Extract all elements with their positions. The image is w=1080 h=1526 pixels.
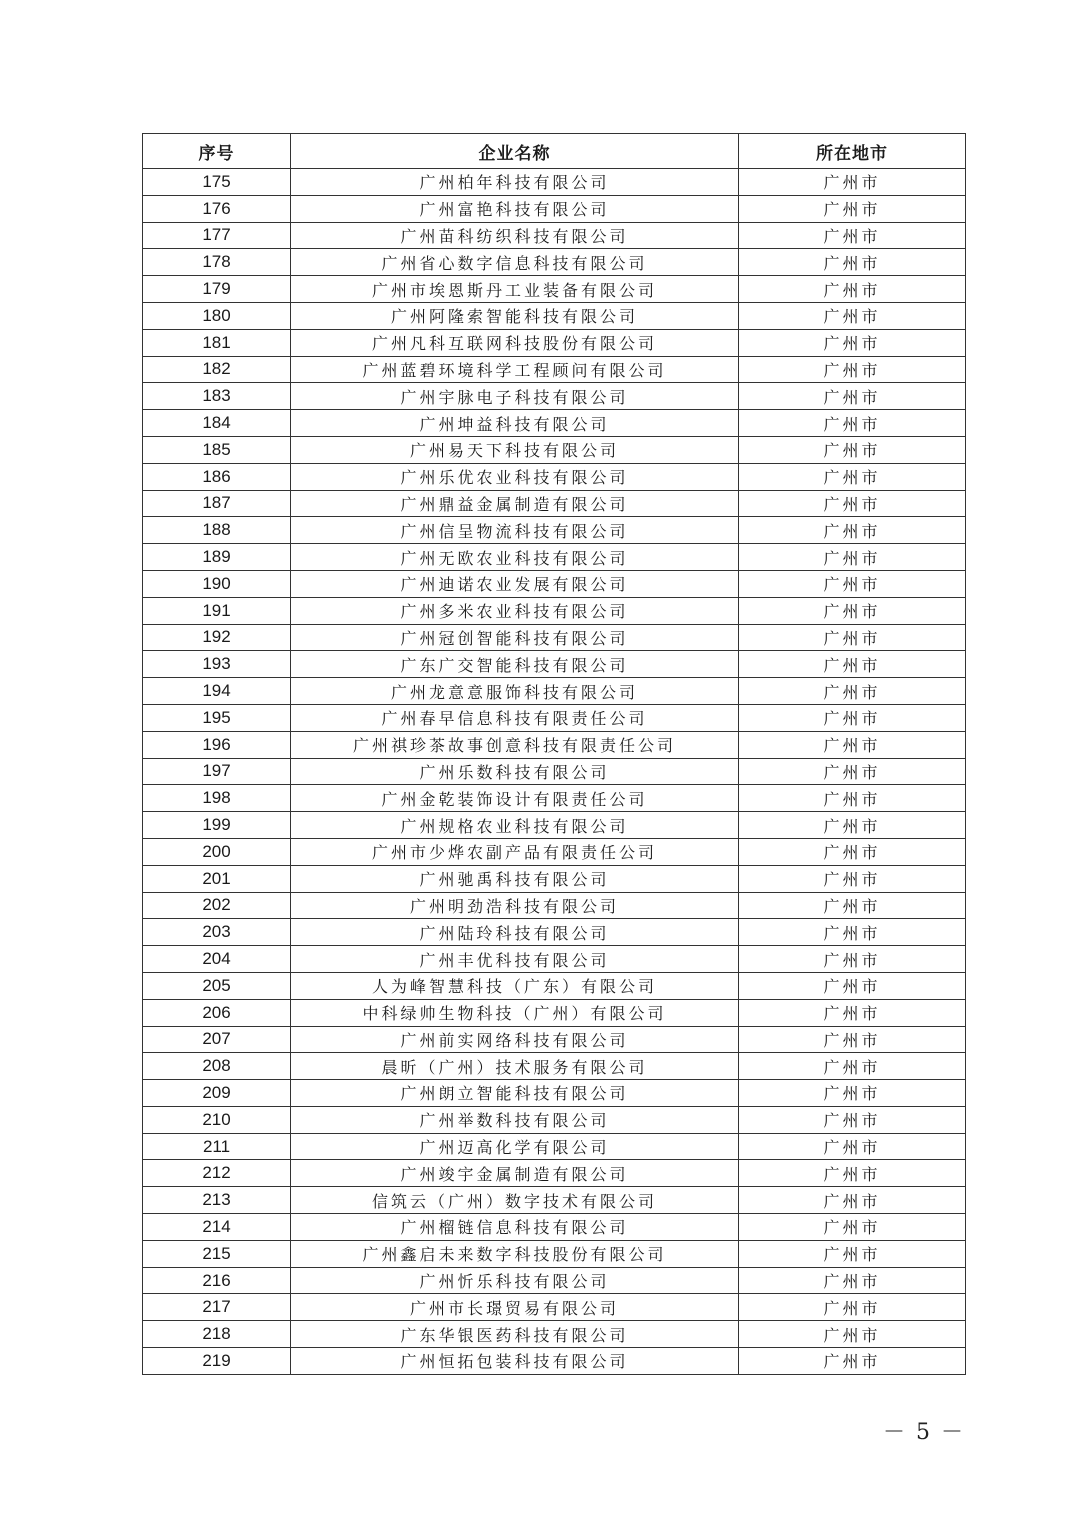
cell-city: 广州市 xyxy=(739,597,966,624)
cell-company-name: 广州丰优科技有限公司 xyxy=(291,946,739,973)
cell-city: 广州市 xyxy=(739,678,966,705)
cell-company-name: 广州宇脉电子科技有限公司 xyxy=(291,383,739,410)
cell-serial-number: 181 xyxy=(143,329,291,356)
cell-serial-number: 218 xyxy=(143,1321,291,1348)
cell-company-name: 广州信呈物流科技有限公司 xyxy=(291,517,739,544)
cell-serial-number: 194 xyxy=(143,678,291,705)
table-row xyxy=(143,570,966,597)
table-row xyxy=(143,1294,966,1321)
cell-company-name: 广州迪诺农业发展有限公司 xyxy=(291,570,739,597)
cell-city: 广州市 xyxy=(739,1348,966,1375)
cell-company-name: 广州市长璟贸易有限公司 xyxy=(291,1294,739,1321)
cell-city: 广州市 xyxy=(739,276,966,303)
cell-company-name: 广州阿隆索智能科技有限公司 xyxy=(291,302,739,329)
table-row xyxy=(143,410,966,437)
cell-city: 广州市 xyxy=(739,1240,966,1267)
cell-city: 广州市 xyxy=(739,410,966,437)
table-row xyxy=(143,758,966,785)
cell-city: 广州市 xyxy=(739,919,966,946)
table-row xyxy=(143,1240,966,1267)
table-row xyxy=(143,276,966,303)
table-header-row xyxy=(143,134,966,169)
cell-city: 广州市 xyxy=(739,570,966,597)
cell-company-name: 广州前实网络科技有限公司 xyxy=(291,1026,739,1053)
cell-serial-number: 183 xyxy=(143,383,291,410)
cell-serial-number: 191 xyxy=(143,597,291,624)
cell-serial-number: 205 xyxy=(143,972,291,999)
table-row xyxy=(143,731,966,758)
cell-serial-number: 178 xyxy=(143,249,291,276)
table-row xyxy=(143,946,966,973)
cell-company-name: 广州榴链信息科技有限公司 xyxy=(291,1214,739,1241)
cell-city: 广州市 xyxy=(739,249,966,276)
cell-serial-number: 179 xyxy=(143,276,291,303)
cell-serial-number: 210 xyxy=(143,1106,291,1133)
cell-company-name: 广州苗科纺织科技有限公司 xyxy=(291,222,739,249)
cell-serial-number: 192 xyxy=(143,624,291,651)
cell-city: 广州市 xyxy=(739,436,966,463)
cell-city: 广州市 xyxy=(739,972,966,999)
cell-company-name: 广东华银医药科技有限公司 xyxy=(291,1321,739,1348)
table-row xyxy=(143,1160,966,1187)
table-row xyxy=(143,1348,966,1375)
cell-serial-number: 219 xyxy=(143,1348,291,1375)
cell-serial-number: 193 xyxy=(143,651,291,678)
cell-city: 广州市 xyxy=(739,1267,966,1294)
cell-city: 广州市 xyxy=(739,785,966,812)
cell-city: 广州市 xyxy=(739,758,966,785)
cell-serial-number: 187 xyxy=(143,490,291,517)
cell-serial-number: 175 xyxy=(143,169,291,196)
table-row xyxy=(143,383,966,410)
table-row xyxy=(143,704,966,731)
cell-company-name: 广州坤益科技有限公司 xyxy=(291,410,739,437)
header-serial-number: 序号 xyxy=(143,134,291,169)
cell-company-name: 广州明劲浩科技有限公司 xyxy=(291,892,739,919)
cell-serial-number: 185 xyxy=(143,436,291,463)
table-row xyxy=(143,544,966,571)
cell-city: 广州市 xyxy=(739,731,966,758)
table-row xyxy=(143,169,966,196)
cell-serial-number: 201 xyxy=(143,865,291,892)
cell-company-name: 广州恒拓包装科技有限公司 xyxy=(291,1348,739,1375)
cell-city: 广州市 xyxy=(739,169,966,196)
cell-serial-number: 188 xyxy=(143,517,291,544)
cell-company-name: 广州忻乐科技有限公司 xyxy=(291,1267,739,1294)
cell-city: 广州市 xyxy=(739,1080,966,1107)
table-row xyxy=(143,329,966,356)
table-row xyxy=(143,1026,966,1053)
cell-city: 广州市 xyxy=(739,517,966,544)
table-row xyxy=(143,436,966,463)
cell-company-name: 广州鑫启未来数字科技股份有限公司 xyxy=(291,1240,739,1267)
cell-company-name: 广州驰禹科技有限公司 xyxy=(291,865,739,892)
cell-company-name: 广州龙意意服饰科技有限公司 xyxy=(291,678,739,705)
cell-city: 广州市 xyxy=(739,892,966,919)
cell-company-name: 广州朗立智能科技有限公司 xyxy=(291,1080,739,1107)
table-row xyxy=(143,517,966,544)
cell-serial-number: 212 xyxy=(143,1160,291,1187)
cell-serial-number: 186 xyxy=(143,463,291,490)
cell-serial-number: 189 xyxy=(143,544,291,571)
cell-city: 广州市 xyxy=(739,1106,966,1133)
cell-serial-number: 215 xyxy=(143,1240,291,1267)
header-company-name: 企业名称 xyxy=(291,134,739,169)
table-row xyxy=(143,838,966,865)
cell-company-name: 广州无欧农业科技有限公司 xyxy=(291,544,739,571)
cell-city: 广州市 xyxy=(739,329,966,356)
page-number: － 5 － xyxy=(883,1420,965,1445)
cell-company-name: 广州乐优农业科技有限公司 xyxy=(291,463,739,490)
cell-company-name: 广州乐数科技有限公司 xyxy=(291,758,739,785)
cell-serial-number: 198 xyxy=(143,785,291,812)
table-row xyxy=(143,919,966,946)
table-row xyxy=(143,812,966,839)
table-row xyxy=(143,1080,966,1107)
cell-city: 广州市 xyxy=(739,1294,966,1321)
cell-company-name: 晨昕（广州）技术服务有限公司 xyxy=(291,1053,739,1080)
cell-city: 广州市 xyxy=(739,1133,966,1160)
cell-city: 广州市 xyxy=(739,865,966,892)
cell-city: 广州市 xyxy=(739,1214,966,1241)
cell-company-name: 广州市少烨农副产品有限责任公司 xyxy=(291,838,739,865)
table-row xyxy=(143,865,966,892)
table-row xyxy=(143,302,966,329)
table-row xyxy=(143,597,966,624)
cell-company-name: 信筑云（广州）数字技术有限公司 xyxy=(291,1187,739,1214)
cell-city: 广州市 xyxy=(739,999,966,1026)
table-row xyxy=(143,624,966,651)
cell-serial-number: 197 xyxy=(143,758,291,785)
header-city: 所在地市 xyxy=(739,134,966,169)
cell-serial-number: 209 xyxy=(143,1080,291,1107)
table-row xyxy=(143,999,966,1026)
table-row xyxy=(143,785,966,812)
cell-city: 广州市 xyxy=(739,195,966,222)
cell-city: 广州市 xyxy=(739,1321,966,1348)
cell-serial-number: 199 xyxy=(143,812,291,839)
cell-company-name: 广州举数科技有限公司 xyxy=(291,1106,739,1133)
cell-city: 广州市 xyxy=(739,651,966,678)
table-row xyxy=(143,1053,966,1080)
cell-company-name: 人为峰智慧科技（广东）有限公司 xyxy=(291,972,739,999)
cell-city: 广州市 xyxy=(739,624,966,651)
table-body xyxy=(143,169,966,1375)
cell-company-name: 广州春早信息科技有限责任公司 xyxy=(291,704,739,731)
table-row xyxy=(143,1187,966,1214)
cell-company-name: 广州规格农业科技有限公司 xyxy=(291,812,739,839)
table-row xyxy=(143,1214,966,1241)
cell-serial-number: 180 xyxy=(143,302,291,329)
cell-city: 广州市 xyxy=(739,704,966,731)
cell-serial-number: 217 xyxy=(143,1294,291,1321)
cell-company-name: 广州多米农业科技有限公司 xyxy=(291,597,739,624)
cell-serial-number: 184 xyxy=(143,410,291,437)
cell-company-name: 广州市埃恩斯丹工业装备有限公司 xyxy=(291,276,739,303)
table-row xyxy=(143,892,966,919)
cell-company-name: 广州省心数字信息科技有限公司 xyxy=(291,249,739,276)
cell-serial-number: 211 xyxy=(143,1133,291,1160)
table-row xyxy=(143,222,966,249)
table-row xyxy=(143,356,966,383)
cell-company-name: 广州柏年科技有限公司 xyxy=(291,169,739,196)
cell-serial-number: 214 xyxy=(143,1214,291,1241)
table-row xyxy=(143,651,966,678)
cell-city: 广州市 xyxy=(739,1053,966,1080)
cell-company-name: 广州冠创智能科技有限公司 xyxy=(291,624,739,651)
table-row xyxy=(143,1133,966,1160)
cell-city: 广州市 xyxy=(739,838,966,865)
cell-city: 广州市 xyxy=(739,946,966,973)
cell-serial-number: 190 xyxy=(143,570,291,597)
cell-company-name: 广州竣宇金属制造有限公司 xyxy=(291,1160,739,1187)
table-row xyxy=(143,490,966,517)
cell-serial-number: 176 xyxy=(143,195,291,222)
table-row xyxy=(143,1321,966,1348)
cell-company-name: 广东广交智能科技有限公司 xyxy=(291,651,739,678)
cell-serial-number: 182 xyxy=(143,356,291,383)
cell-city: 广州市 xyxy=(739,302,966,329)
cell-serial-number: 202 xyxy=(143,892,291,919)
cell-company-name: 广州陆玲科技有限公司 xyxy=(291,919,739,946)
cell-serial-number: 208 xyxy=(143,1053,291,1080)
cell-company-name: 广州易天下科技有限公司 xyxy=(291,436,739,463)
cell-serial-number: 195 xyxy=(143,704,291,731)
cell-company-name: 广州凡科互联网科技股份有限公司 xyxy=(291,329,739,356)
company-list-table xyxy=(142,133,966,1375)
cell-serial-number: 196 xyxy=(143,731,291,758)
cell-city: 广州市 xyxy=(739,356,966,383)
table-row xyxy=(143,249,966,276)
table-row xyxy=(143,1106,966,1133)
table-row xyxy=(143,195,966,222)
cell-serial-number: 200 xyxy=(143,838,291,865)
cell-serial-number: 177 xyxy=(143,222,291,249)
cell-city: 广州市 xyxy=(739,490,966,517)
table-row xyxy=(143,678,966,705)
cell-company-name: 广州富艳科技有限公司 xyxy=(291,195,739,222)
cell-city: 广州市 xyxy=(739,463,966,490)
cell-serial-number: 216 xyxy=(143,1267,291,1294)
cell-serial-number: 213 xyxy=(143,1187,291,1214)
cell-city: 广州市 xyxy=(739,222,966,249)
cell-company-name: 广州金乾装饰设计有限责任公司 xyxy=(291,785,739,812)
cell-company-name: 广州迈高化学有限公司 xyxy=(291,1133,739,1160)
cell-company-name: 广州祺珍茶故事创意科技有限责任公司 xyxy=(291,731,739,758)
cell-company-name: 广州蓝碧环境科学工程顾问有限公司 xyxy=(291,356,739,383)
cell-city: 广州市 xyxy=(739,1026,966,1053)
cell-city: 广州市 xyxy=(739,1160,966,1187)
cell-serial-number: 204 xyxy=(143,946,291,973)
cell-serial-number: 203 xyxy=(143,919,291,946)
cell-serial-number: 207 xyxy=(143,1026,291,1053)
cell-city: 广州市 xyxy=(739,1187,966,1214)
cell-city: 广州市 xyxy=(739,544,966,571)
cell-company-name: 中科绿帅生物科技（广州）有限公司 xyxy=(291,999,739,1026)
table-row xyxy=(143,463,966,490)
cell-city: 广州市 xyxy=(739,812,966,839)
cell-serial-number: 206 xyxy=(143,999,291,1026)
cell-city: 广州市 xyxy=(739,383,966,410)
cell-company-name: 广州鼎益金属制造有限公司 xyxy=(291,490,739,517)
table-row xyxy=(143,972,966,999)
table-row xyxy=(143,1267,966,1294)
